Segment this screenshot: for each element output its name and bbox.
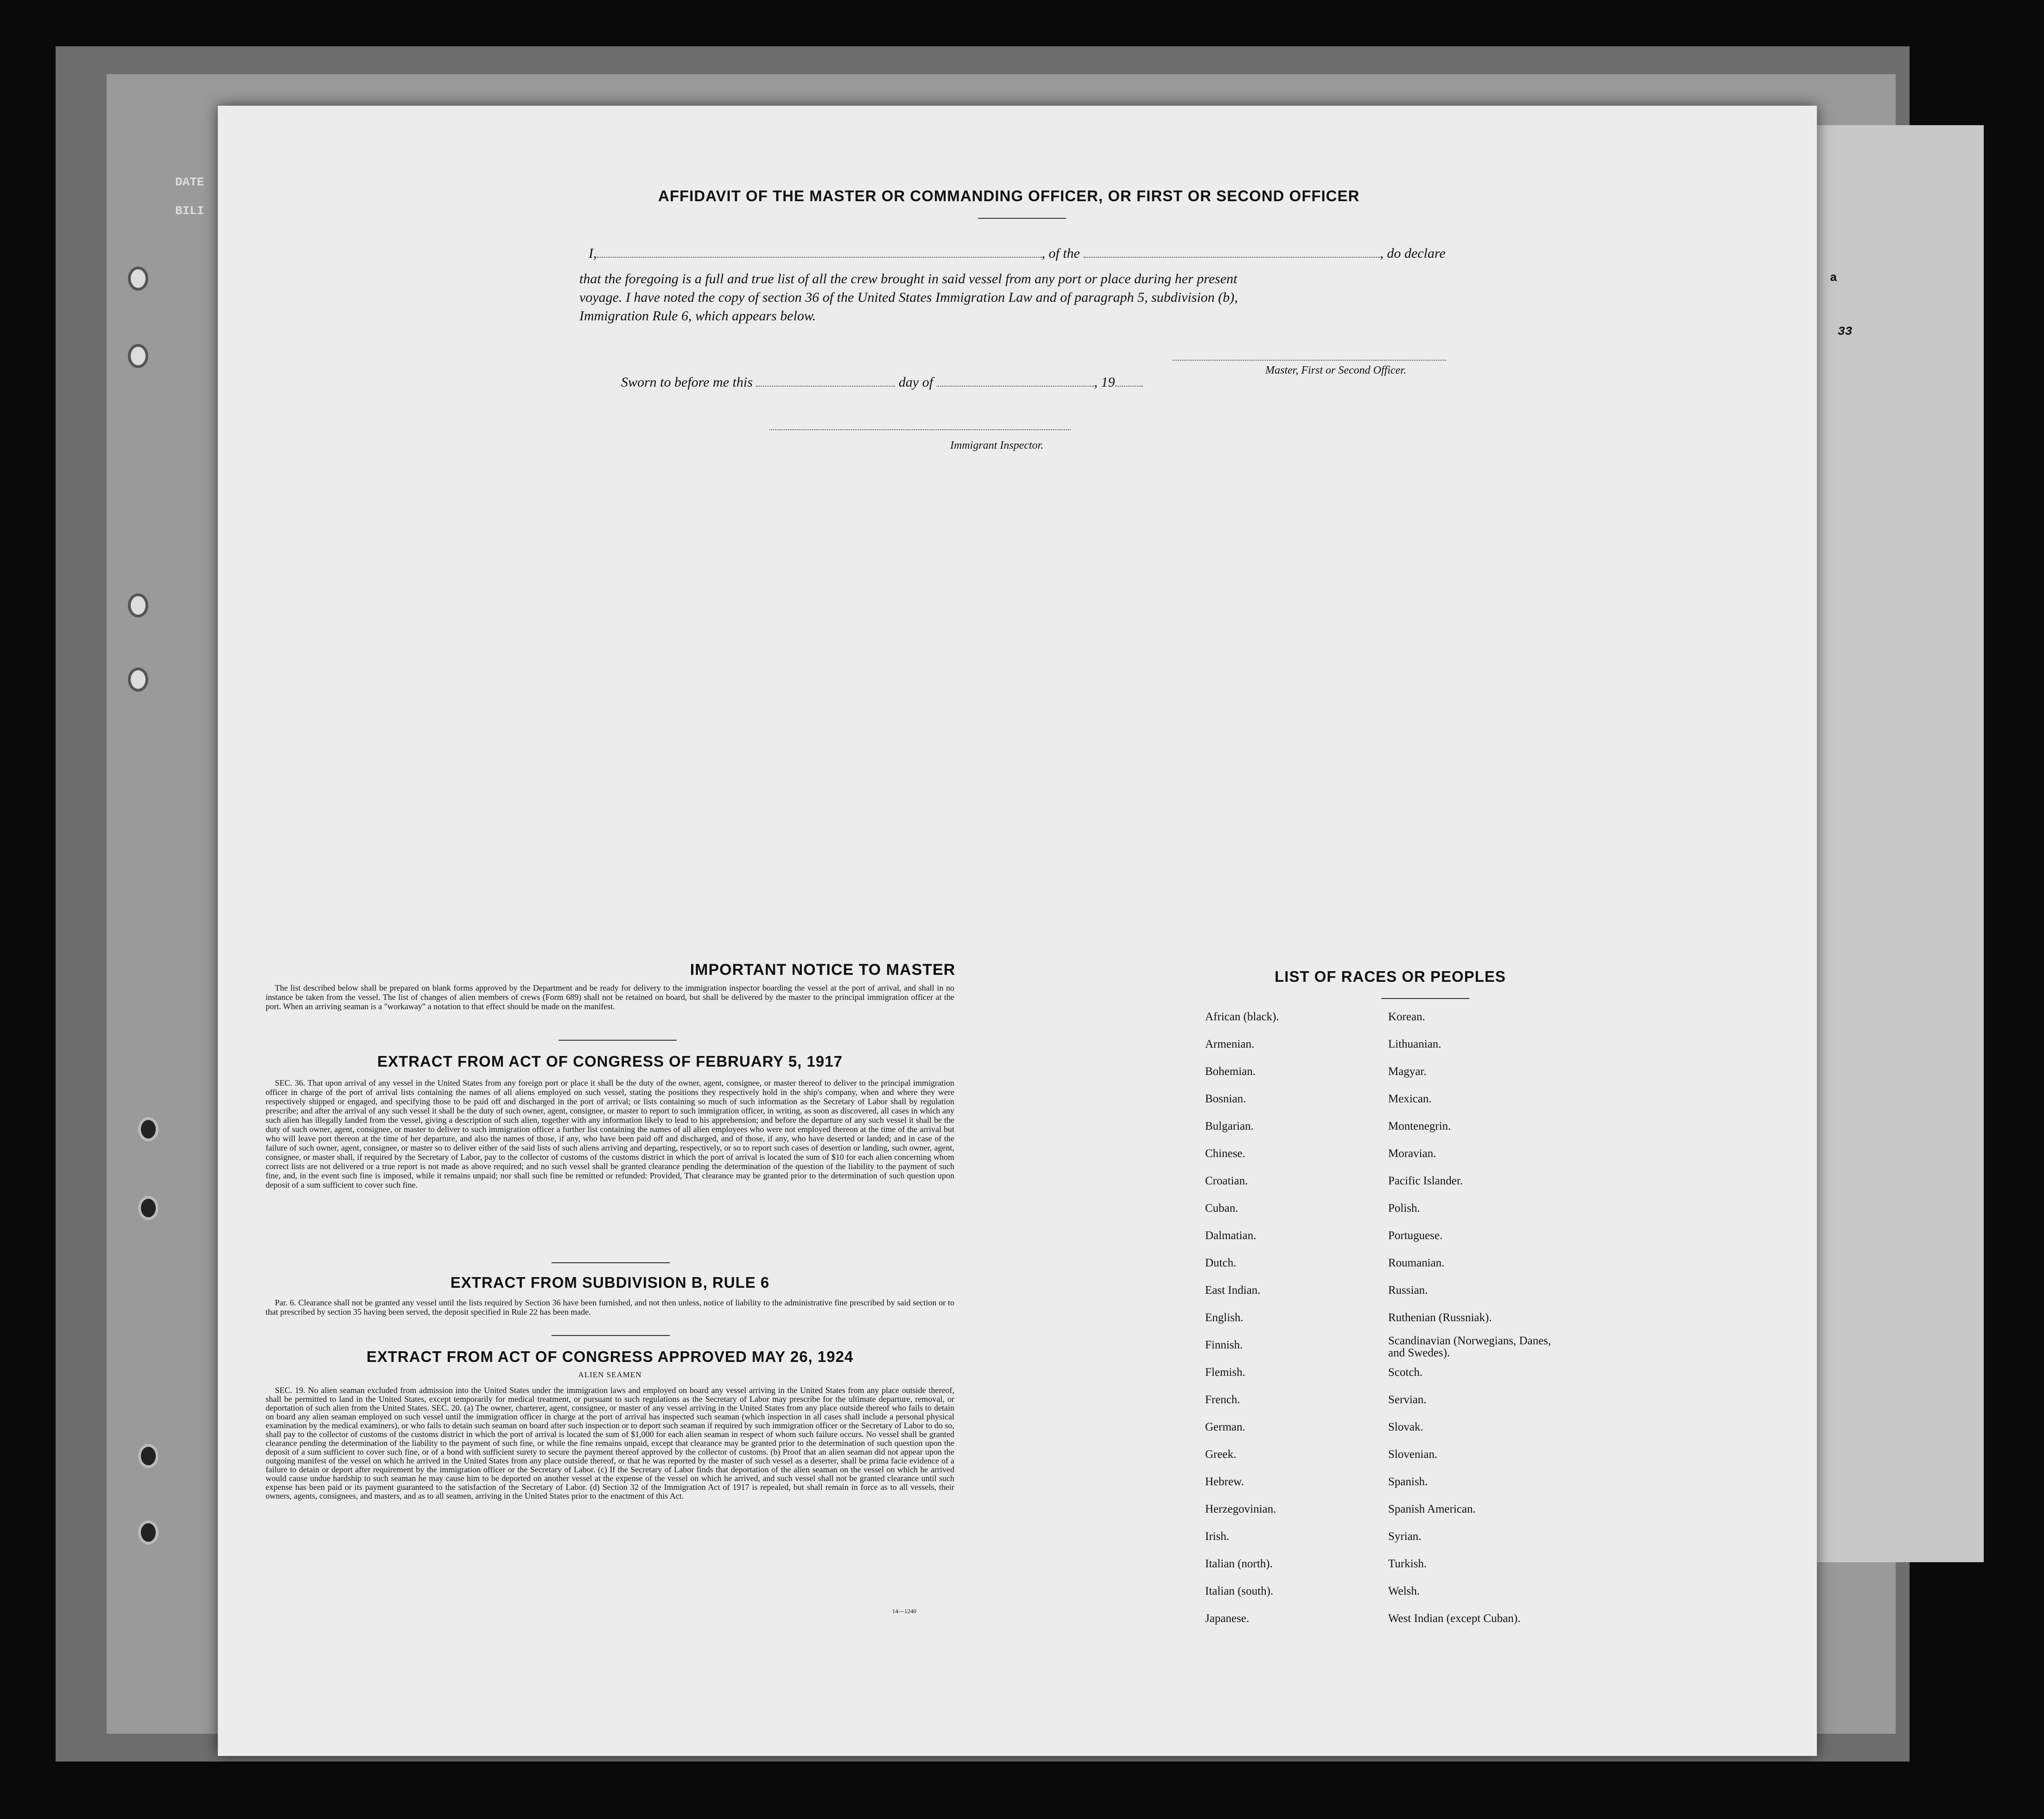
race-item: German. [1205, 1421, 1245, 1433]
affidavit-text-2: voyage. I have noted the copy of section 36 of the United States Immigration Law and of paragraph 5, subdivision (b), [579, 290, 1238, 305]
race-item: Bosnian. [1205, 1093, 1246, 1105]
do-declare-label: , do declare [1380, 246, 1446, 261]
race-item: Spanish American. [1388, 1503, 1476, 1515]
race-item: Korean. [1388, 1011, 1425, 1023]
race-item: Finnish. [1205, 1339, 1243, 1351]
race-item: Scotch. [1388, 1366, 1423, 1379]
race-item: Italian (south). [1205, 1585, 1274, 1597]
race-item: Bulgarian. [1205, 1120, 1254, 1132]
vessel-blank[interactable] [1084, 257, 1380, 258]
extract-1917-divider [552, 1262, 670, 1263]
inspector-caption: Immigrant Inspector. [950, 439, 1044, 452]
race-item: Scandinavian (Norwegians, Danes, and Swedes). [1388, 1335, 1551, 1359]
side-fragment-date: DATE [175, 175, 204, 189]
affidavit-text-3: Immigration Rule 6, which appears below. [579, 308, 816, 324]
race-item: Mexican. [1388, 1093, 1432, 1105]
form-number: 14—1240 [892, 1608, 916, 1615]
side-fragment-bill: BILI [175, 204, 204, 218]
race-item: Russian. [1388, 1284, 1428, 1297]
race-item: African (black). [1205, 1011, 1279, 1023]
race-item: Cuban. [1205, 1202, 1238, 1215]
race-item: Ruthenian (Russniak). [1388, 1311, 1492, 1324]
sworn-year-blank[interactable] [1115, 386, 1143, 387]
race-item: Slovak. [1388, 1421, 1423, 1433]
races-divider [1381, 998, 1469, 999]
binder-hole [128, 344, 148, 368]
year-label: , 19 [1094, 375, 1115, 390]
race-item: East Indian. [1205, 1284, 1261, 1297]
sworn-line [621, 375, 1143, 390]
of-the-label: , of the [1041, 246, 1080, 261]
race-item: Magyar. [1388, 1065, 1427, 1078]
extract-1924-title: EXTRACT FROM ACT OF CONGRESS APPROVED MAY 26, 1924 [366, 1348, 854, 1365]
race-item: Hebrew. [1205, 1476, 1244, 1488]
race-item: French. [1205, 1393, 1240, 1406]
affidavit-title: AFFIDAVIT OF THE MASTER OR COMMANDING OFFICER, OR FIRST OR SECOND OFFICER [658, 187, 1360, 204]
extract-1917-title: EXTRACT FROM ACT OF CONGRESS OF FEBRUARY 5, 1917 [377, 1053, 843, 1070]
binder-hole [138, 1444, 159, 1468]
sworn-label: Sworn to before me this [621, 375, 753, 390]
race-item: Chinese. [1205, 1147, 1245, 1160]
race-item: Slovenian. [1388, 1448, 1438, 1461]
race-item: Roumanian. [1388, 1257, 1445, 1269]
race-item: West Indian (except Cuban). [1388, 1612, 1521, 1625]
day-of-label: day of [898, 375, 933, 390]
race-item: Greek. [1205, 1448, 1237, 1461]
race-item: Polish. [1388, 1202, 1420, 1215]
race-item: Dalmatian. [1205, 1229, 1257, 1242]
extract-1917-body: SEC. 36. That upon arrival of any vessel in the United States from any foreign port or place it shall be the duty of the owner, agent, consignee, or master thereof to deliver to the principal immigration officer in charge of the port of arrival lists containing the names of all aliens employed on such vessel, stating the positions they respectively hold in the ship's company, when and where they were respectively shipped or engaged, and specifying those to be paid off and discharged in the port of arrival; or lists containing so much of such information as the Secretary of Labor shall by regulation prescribe; and after the arrival of any such vessel it shall be the duty of such owner, agent, consignee, or master to report to such immigration officer, in writing, as soon as discovered, all cases in which any such alien has illegally landed from the vessel, giving a description of such alien, together with any information likely to lead to his apprehension; and before the departure of any such vessel it shall be the duty of such owner, agent, consignee, or master to deliver to such immigration officer a further list containing the names of all alien employees who were not employed thereon at the time of the arrival but who will leave port thereon at the time of her departure, and also the names of those, if any, who have been paid off and discharged, and of those, if any, who have deserted or landed; and in case of the failure of such owner, agent, consignee, or master so to deliver either of the said lists of such aliens arriving and departing, respectively, or so to report such cases of desertion or landing, such owner, agent, consignee, or master shall, if required by the Secretary of Labor, pay to the collector of customs of the customs district in which the port of arrival is located the sum of $10 for each alien concerning whom correct lists are not delivered or a true report is not made as above required; and no such vessel shall be granted clearance pending the determination of the question of the liability to the payment of such fine, and, in the event such fine is imposed, while it remains unpaid; nor shall such fine be remitted or refunded: Provided, That clearance may be granted prior to the determination of such question upon deposit of a sum sufficient to cover such fine. [266, 1078, 954, 1189]
notice-title: IMPORTANT NOTICE TO MASTER [690, 961, 956, 979]
extract-1924-subtitle: ALIEN SEAMEN [578, 1370, 642, 1379]
signature-caption: Master, First or Second Officer. [1265, 364, 1406, 376]
race-item: Servian. [1388, 1393, 1427, 1406]
subdivision-b-body: Par. 6. Clearance shall not be granted any vessel until the lists required by Section 36 have been furnished, and not then unless, notice of liability to the administrative fine prescribed by said section or to that prescribed by section 35 having been served, the deposit specified in Rule 22 has been made. [266, 1298, 954, 1317]
race-item: Herzegovinian. [1205, 1503, 1276, 1515]
name-blank[interactable] [597, 257, 1042, 258]
race-item: Irish. [1205, 1530, 1230, 1543]
race-item: Spanish. [1388, 1476, 1428, 1488]
race-item: Montenegrin. [1388, 1120, 1451, 1132]
binder-hole [128, 267, 148, 291]
sworn-day-blank[interactable] [756, 386, 895, 387]
race-item: Moravian. [1388, 1147, 1436, 1160]
race-item: Japanese. [1205, 1612, 1250, 1625]
affidavit-page [218, 106, 1817, 1756]
binder-hole [128, 593, 148, 617]
race-item: Pacific Islander. [1388, 1175, 1463, 1187]
race-item: Armenian. [1205, 1038, 1255, 1050]
race-item: Flemish. [1205, 1366, 1245, 1379]
race-item: Croatian. [1205, 1175, 1248, 1187]
binder-hole [138, 1520, 159, 1545]
sworn-month-blank[interactable] [937, 386, 1094, 387]
inspector-line[interactable] [769, 429, 1071, 430]
binder-hole [138, 1117, 159, 1141]
title-divider [978, 218, 1066, 219]
race-item: Portuguese. [1388, 1229, 1443, 1242]
race-item: Turkish. [1388, 1558, 1427, 1570]
affidavit-declaration-line [589, 246, 1446, 261]
race-item: Bohemian. [1205, 1065, 1256, 1078]
race-item: Lithuanian. [1388, 1038, 1441, 1050]
notice-body: The list described below shall be prepared on blank forms approved by the Department and be ready for delivery to the immigration inspector boarding the vessel at the port of arrival, and shall in no instance be taken from the vessel. The list of changes of alien members of crews (Form 689) shall not be retained on board, but shall be delivered by the master to the principal immigration officer at the port. When an arriving seaman is a "workaway" a notation to that effect should be made on the manifest. [266, 983, 954, 1011]
binder-hole [128, 668, 148, 692]
race-item: Dutch. [1205, 1257, 1237, 1269]
signature-line[interactable] [1173, 360, 1446, 361]
subdivision-b-title: EXTRACT FROM SUBDIVISION B, RULE 6 [450, 1274, 770, 1291]
notice-divider [559, 1040, 677, 1041]
side-fragment-a: a [1830, 271, 1837, 285]
race-item: Syrian. [1388, 1530, 1422, 1543]
side-fragment-number: 33 [1838, 324, 1853, 338]
races-title: LIST OF RACES OR PEOPLES [1275, 968, 1506, 985]
race-item: Italian (north). [1205, 1558, 1273, 1570]
binder-hole [138, 1196, 159, 1220]
race-item: Welsh. [1388, 1585, 1420, 1597]
subdivision-b-divider [552, 1335, 670, 1336]
race-item: English. [1205, 1311, 1244, 1324]
affidavit-text-1: that the foregoing is a full and true list of all the crew brought in said vessel from any port or place during her present [579, 271, 1238, 286]
extract-1924-body: SEC. 19. No alien seaman excluded from admission into the United States under the immigration laws and employed on board any vessel arriving in the United States from any place outside thereof, shall be permitted to land in the United States, except temporarily for medical treatment, or pursuant to such regulations as the Secretary of Labor may prescribe for the ultimate departure, removal, or deportation of such alien from the United States. SEC. 20. (a) The owner, charterer, agent, consignee, or master of any vessel arriving in the United States from any place outside thereof who fails to detain on board any alien seaman employed on such vessel until the immigration officer in charge at the port of arrival has inspected such seaman (which inspection in all cases shall include a personal physical examination by the medical examiners), or who fails to detain such seaman on board after such inspection or to deport such seaman if required by such immigration officer or the Secretary of Labor to do so, shall pay to the collector of customs of the customs district in which the port of arrival is located the sum of $1,000 for each alien seaman in respect of whom such failure occurs. No vessel shall be granted clearance pending the determination of the liability to the payment of such fine, or while the fine remains unpaid, except that clearance may be granted prior to the determination of such question upon the deposit of a sum sufficient to cover such fine, or of a bond with sufficient surety to secure the payment thereof approved by the collector of customs. (b) Proof that an alien seaman did not appear upon the outgoing manifest of the vessel on which he arrived in the United States from any place outside thereof, or that he was reported by the master of such vessel as a deserter, shall be prima facie evidence of a failure to detain or deport after requirement by the immigration officer or the Secretary of Labor. (c) If the Secretary of Labor finds that deportation of the alien seaman on the vessel on which he arrived would cause undue hardship to such seaman he may cause him to be deported on another vessel at the expense of the vessel on which he arrived, and such vessel shall not be granted clearance until such expense has been paid or its payment guaranteed to the satisfaction of the Secretary of Labor. (d) Section 32 of the Immigration Act of 1917 is repealed, but shall remain in force as to all vessels, their owners, agents, consignees, and masters, and as to all seamen, arriving in the United States prior to the enactment of this Act. [266, 1386, 954, 1501]
i-label: I, [589, 246, 597, 261]
back-sheet-right [1808, 125, 1984, 1562]
